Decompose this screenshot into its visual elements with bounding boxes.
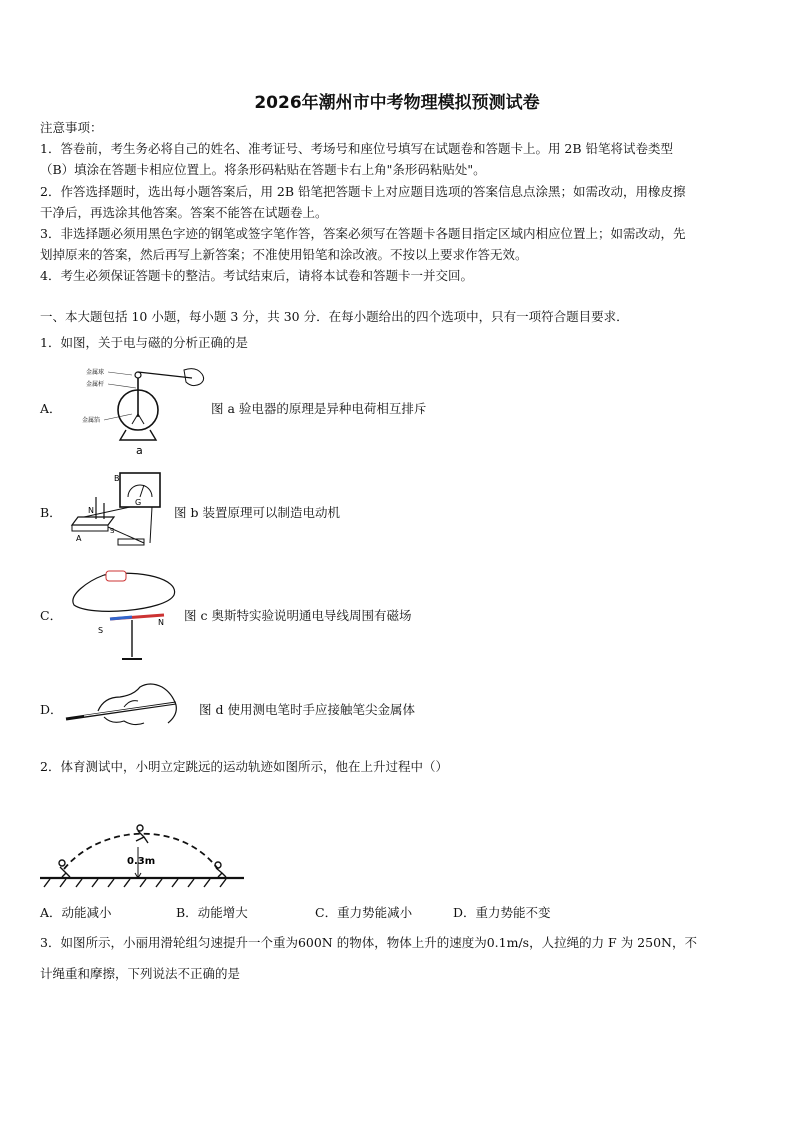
notice-line-3: 2．作答选择题时，选出每小题答案后，用 2B 铅笔把答题卡上对应题目选项的答案信息点涂黑；如需改动，用橡皮擦 xyxy=(40,184,686,199)
notice-line-6: 划掉原来的答案，然后再写上新答案；不准使用铅笔和涂改液。不按以上要求作答无效。 xyxy=(40,247,528,262)
needle-label-n: N xyxy=(158,618,164,627)
magnet-label-b: B xyxy=(114,474,120,483)
q1-option-d-label: D． xyxy=(40,702,63,717)
notice-line-4: 干净后，再选涂其他答案。答案不能答在试题卷上。 xyxy=(40,205,328,220)
q2-option-b xyxy=(176,905,248,921)
q2-option-c-label: C． xyxy=(315,905,338,920)
q1-stem: 1．如图，关于电与磁的分析正确的是 xyxy=(40,335,248,350)
q3-stem-line-1: 3．如图所示，小丽用滑轮组匀速提升一个重为600N 的物体，物体上升的速度为0.1m/s，人拉绳的力 F 为 250N，不 xyxy=(40,935,697,950)
q1-option-d-text: 图 d 使用测电笔时手应接触笔尖金属体 xyxy=(199,702,415,717)
electroscope-figure xyxy=(80,362,210,457)
notice-line-5: 3．非选择题必须用黑色字迹的钢笔或签字笔作答，答案必须写在答题卡各题目指定区域内相应位置上；如需改动，先 xyxy=(40,226,686,241)
q2-option-a xyxy=(40,905,112,921)
electroscope-ball-label: 金属球 xyxy=(86,369,105,376)
q2-option-c xyxy=(315,905,412,921)
figure-a-caption: a xyxy=(136,444,143,457)
electroscope-rod-label: 金属杆 xyxy=(86,381,105,388)
q2-option-b-text: 动能增大 xyxy=(197,905,248,920)
q1-option-b-label: B． xyxy=(40,505,62,520)
test-pen-figure xyxy=(64,681,194,741)
needle-label-s: S xyxy=(98,626,104,635)
q2-option-b-label: B． xyxy=(176,905,198,920)
page-title: 2026年潮州市中考物理模拟预测试卷 xyxy=(254,93,540,113)
electroscope-foil-label: 金属箔 xyxy=(82,417,101,424)
jumper-landing xyxy=(215,862,226,877)
q2-stem: 2．体育测试中，小明立定跳远的运动轨迹如图所示，他在上升过程中（） xyxy=(40,759,448,774)
notice-line-2: （B）填涂在答题卡相应位置上。将条形码粘贴在答题卡右上角"条形码粘贴处"。 xyxy=(40,162,486,177)
q2-option-a-label: A． xyxy=(40,905,62,920)
galvanometer-label: G xyxy=(135,498,142,507)
q1-option-a-label: A． xyxy=(40,401,62,416)
q2-option-d-label: D． xyxy=(453,905,476,920)
q1-option-a-text: 图 a 验电器的原理是异种电荷相互排斥 xyxy=(211,401,427,416)
q2-option-a-text: 动能减小 xyxy=(61,905,112,920)
generator-figure xyxy=(64,467,174,552)
switch-label-s: S xyxy=(110,527,115,535)
q2-option-d xyxy=(453,905,551,921)
q2-option-d-text: 重力势能不变 xyxy=(475,905,551,920)
magnet-label-n: N xyxy=(88,506,94,515)
wire-label-a: A xyxy=(76,534,82,543)
q3-stem-line-2: 计绳重和摩擦，下列说法不正确的是 xyxy=(40,966,241,981)
section-heading: 一、本大题包括 10 小题，每小题 3 分，共 30 分．在每小题给出的四个选项中，只有一项符合题目要求． xyxy=(40,309,629,324)
notice-line-1: 1．答卷前，考生务必将自己的姓名、准考证号、考场号和座位号填写在试题卷和答题卡上。用 2B 铅笔将试卷类型 xyxy=(40,141,674,156)
q1-option-c-text: 图 c 奥斯特实验说明通电导线周围有磁场 xyxy=(184,608,412,623)
notice-line-7: 4．考生必须保证答题卡的整洁。考试结束后，请将本试卷和答题卡一并交回。 xyxy=(40,268,473,283)
jump-height-label: 0.3m xyxy=(127,856,156,867)
oersted-figure xyxy=(70,565,185,665)
notice-heading: 注意事项： xyxy=(40,120,103,135)
q2-option-c-text: 重力势能减小 xyxy=(337,905,413,920)
q1-option-c-label: C． xyxy=(40,608,63,623)
q1-option-b-text: 图 b 装置原理可以制造电动机 xyxy=(174,505,340,520)
long-jump-figure xyxy=(40,815,245,890)
